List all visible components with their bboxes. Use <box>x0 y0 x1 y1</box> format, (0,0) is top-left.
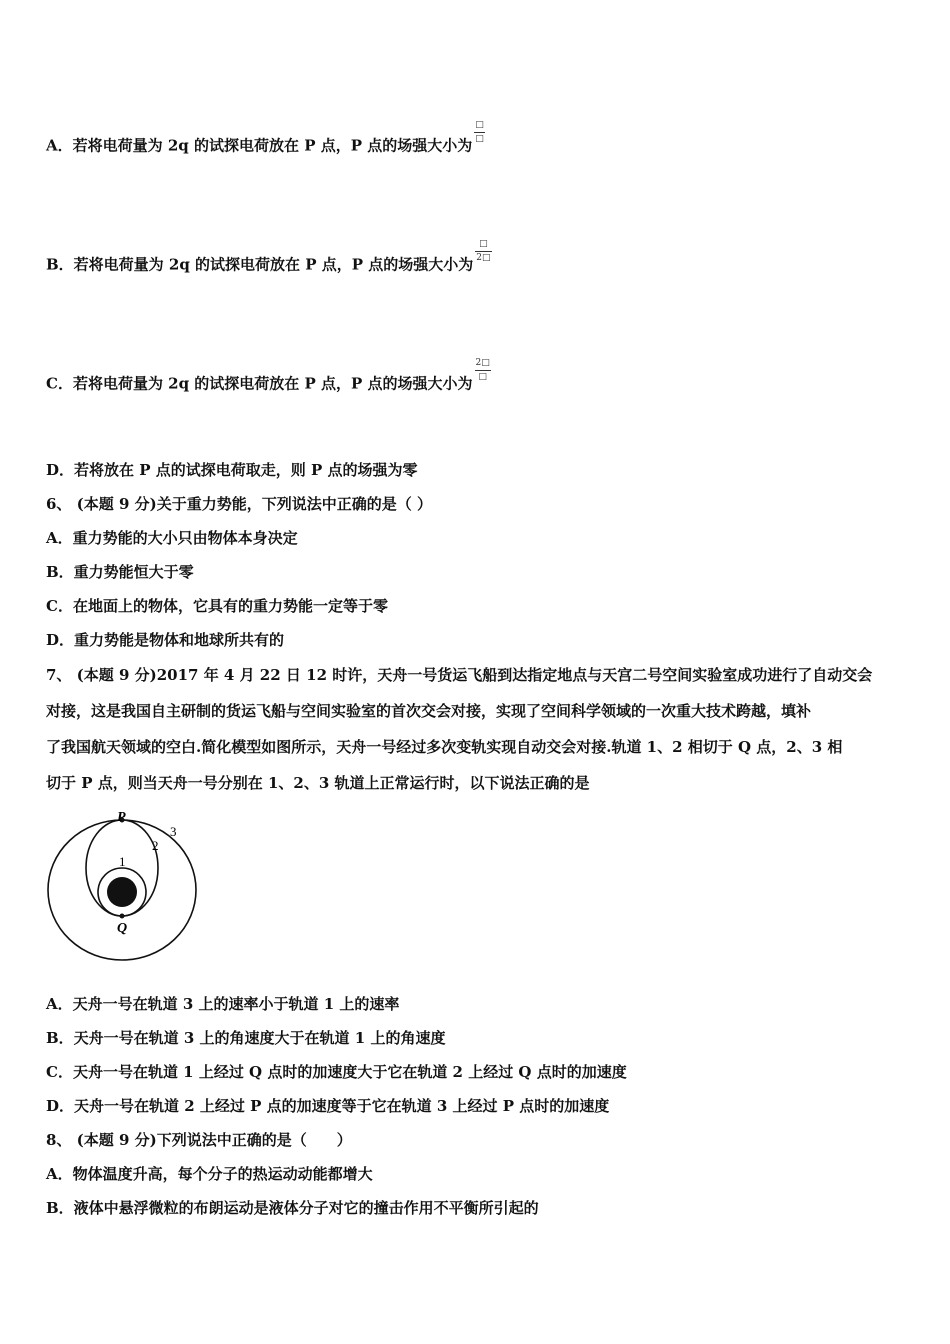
q5-option-c-frac-den: □ <box>478 372 487 382</box>
orbit-diagram <box>40 808 210 968</box>
q5-option-d: D．若将放在 P 点的试探电荷取走，则 P 点的场强为零 <box>46 461 418 479</box>
q7-option-a: A．天舟一号在轨道 3 上的速率小于轨道 1 上的速率 <box>46 995 400 1013</box>
q5-option-a <box>46 120 485 159</box>
q5-option-b-frac-den: 2□ <box>476 253 491 263</box>
q5-option-a-frac-den: □ <box>475 134 484 144</box>
q6-option-d: D．重力势能是物体和地球所共有的 <box>46 631 285 649</box>
q6-option-c: C．在地面上的物体，它具有的重力势能一定等于零 <box>46 597 388 615</box>
q8-stem: 8、 (本题 9 分)下列说法中正确的是（ ） <box>46 1131 352 1149</box>
q5-option-b <box>46 239 492 278</box>
q5-option-c-fraction <box>475 358 491 383</box>
label-q: Q <box>117 921 128 936</box>
q5-option-c-frac-num: 2□ <box>475 358 490 368</box>
earth <box>107 877 137 907</box>
q5-option-b-fraction <box>475 239 491 264</box>
point-q-marker <box>120 914 125 919</box>
q7-stem-line-4: 切于 P 点，则当天舟一号分别在 1、2、3 轨道上正常运行时，以下说法正确的是 <box>46 774 590 792</box>
q7-stem-line-3: 了我国航天领域的空白.简化模型如图所示，天舟一号经过多次变轨实现自动交会对接.轨道 1、2 相切于 Q 点，2、3 相 <box>46 738 843 756</box>
q7-stem <box>46 657 908 801</box>
q7-stem-line-2: 对接，这是我国自主研制的货运飞船与空间实验室的首次交会对接，实现了空间科学领域的一次重大技术跨越，填补 <box>46 702 812 720</box>
q6-option-b: B．重力势能恒大于零 <box>46 563 194 581</box>
q5-option-c-text: C．若将电荷量为 2q 的试探电荷放在 P 点，P 点的场强大小为 <box>46 374 473 393</box>
label-2: 2 <box>152 838 159 853</box>
q8-option-a: A．物体温度升高，每个分子的热运动动能都增大 <box>46 1165 373 1183</box>
q7-option-c: C．天舟一号在轨道 1 上经过 Q 点时的加速度大于它在轨道 2 上经过 Q 点时的加速度 <box>46 1063 627 1081</box>
q5-option-b-text: B．若将电荷量为 2q 的试探电荷放在 P 点，P 点的场强大小为 <box>46 255 474 274</box>
q5-option-a-frac-num: □ <box>475 120 484 130</box>
q5-option-c <box>46 358 491 397</box>
q5-option-a-text: A．若将电荷量为 2q 的试探电荷放在 P 点，P 点的场强大小为 <box>46 136 473 155</box>
q6-option-a: A．重力势能的大小只由物体本身决定 <box>46 529 298 547</box>
q6-stem: 6、 (本题 9 分)关于重力势能，下列说法中正确的是（ ） <box>46 495 432 513</box>
label-1: 1 <box>119 854 126 869</box>
q7-option-d: D．天舟一号在轨道 2 上经过 P 点的加速度等于它在轨道 3 上经过 P 点时的加速度 <box>46 1097 610 1115</box>
q7-stem-line-1: 7、 (本题 9 分)2017 年 4 月 22 日 12 时许，天舟一号货运飞船到达指定地点与天宫二号空间实验室成功进行了自动交会 <box>46 666 873 684</box>
q5-option-a-fraction <box>474 120 485 145</box>
q7-option-b: B．天舟一号在轨道 3 上的角速度大于在轨道 1 上的角速度 <box>46 1029 446 1047</box>
label-3: 3 <box>170 824 177 839</box>
q8-option-b: B．液体中悬浮微粒的布朗运动是液体分子对它的撞击作用不平衡所引起的 <box>46 1199 539 1217</box>
q5-option-b-frac-num: □ <box>479 239 488 249</box>
label-p: P <box>117 810 126 825</box>
